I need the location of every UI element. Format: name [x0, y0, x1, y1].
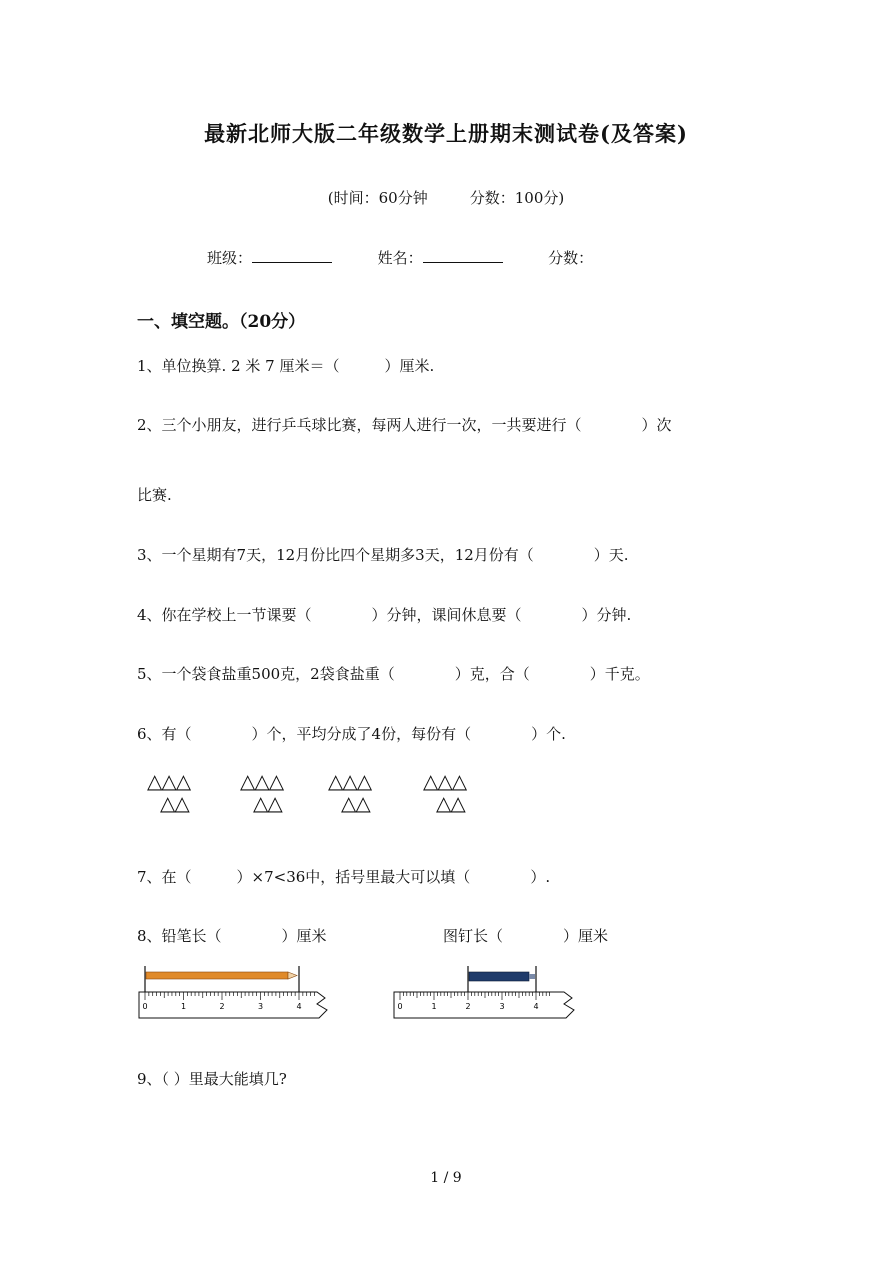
name-blank[interactable]: [423, 248, 503, 263]
total-score: 分数：100分): [469, 189, 565, 207]
question-9: 9、（ ）里最大能填几?: [137, 1070, 287, 1088]
question-5: 5、一个袋食盐重500克，2袋食盐重（ ）克，合（ ）千克。: [137, 665, 650, 683]
class-blank[interactable]: [252, 248, 332, 263]
page-number: 1 / 9: [430, 1170, 462, 1186]
question-8-pin: 图钉长（ ）厘米: [443, 927, 609, 945]
triangle-row: △△: [253, 791, 282, 815]
triangle-group-1: [147, 770, 190, 814]
triangle-row: △△△: [328, 769, 372, 793]
student-info: [207, 247, 593, 268]
question-4: 4、你在学校上一节课要（ ）分钟，课间休息要（ ）分钟.: [137, 606, 632, 624]
ruler-tick-label: 1: [431, 1002, 437, 1011]
question-8-pencil: 8、铅笔长（ ）厘米: [137, 927, 327, 945]
triangle-row: △△: [160, 791, 189, 815]
name-label: 姓名：: [377, 249, 423, 267]
document-title: 最新北师大版二年级数学上册期末测试卷(及答案): [204, 121, 688, 146]
ruler-tick-label: 4: [296, 1002, 302, 1011]
triangle-row: △△: [436, 791, 465, 815]
ruler-tick-label: 1: [180, 1002, 187, 1011]
triangle-group-4: [423, 770, 466, 814]
triangle-group-3: [328, 770, 371, 814]
ruler-tick-label: 3: [499, 1002, 505, 1011]
triangle-row: △△△: [147, 769, 191, 793]
question-7: 7、在（ ）×7<36中，括号里最大可以填（ ）.: [137, 868, 551, 886]
triangle-row: △△△: [240, 769, 284, 793]
ruler-tick-label: 3: [257, 1002, 264, 1011]
question-2-cont: 比赛.: [137, 486, 172, 504]
pencil-ruler-figure: [137, 962, 337, 1024]
class-label: 班级：: [207, 249, 253, 267]
ruler-tick-label: 2: [465, 1002, 471, 1011]
question-2: 2、三个小朋友，进行乒乓球比赛，每两人进行一次，一共要进行（ ）次: [137, 416, 672, 434]
ruler-tick-label: 2: [219, 1002, 225, 1011]
section-heading: 一、填空题。（20分）: [137, 312, 306, 332]
pin-ruler-figure: [392, 962, 592, 1024]
triangle-row: △△△: [423, 769, 467, 793]
ruler-tick-label: 4: [533, 1002, 539, 1011]
pushpin-icon: [469, 972, 529, 981]
question-1: 1、单位换算. 2 米 7 厘米＝（ ）厘米.: [137, 357, 435, 375]
exam-meta: [0, 187, 892, 208]
ruler-tick-label: 0: [397, 1002, 403, 1011]
ruler-tick-label: 0: [142, 1002, 148, 1011]
triangle-row: △△: [341, 791, 370, 815]
question-3: 3、一个星期有7天，12月份比四个星期多3天，12月份有（ ）天.: [137, 546, 629, 564]
time-limit: (时间：60分钟: [327, 189, 428, 207]
question-6: 6、有（ ）个，平均分成了4份，每份有（ ）个.: [137, 725, 566, 743]
pencil-icon: [146, 972, 288, 979]
score-label: 分数：: [548, 249, 594, 267]
triangle-group-2: [240, 770, 283, 814]
